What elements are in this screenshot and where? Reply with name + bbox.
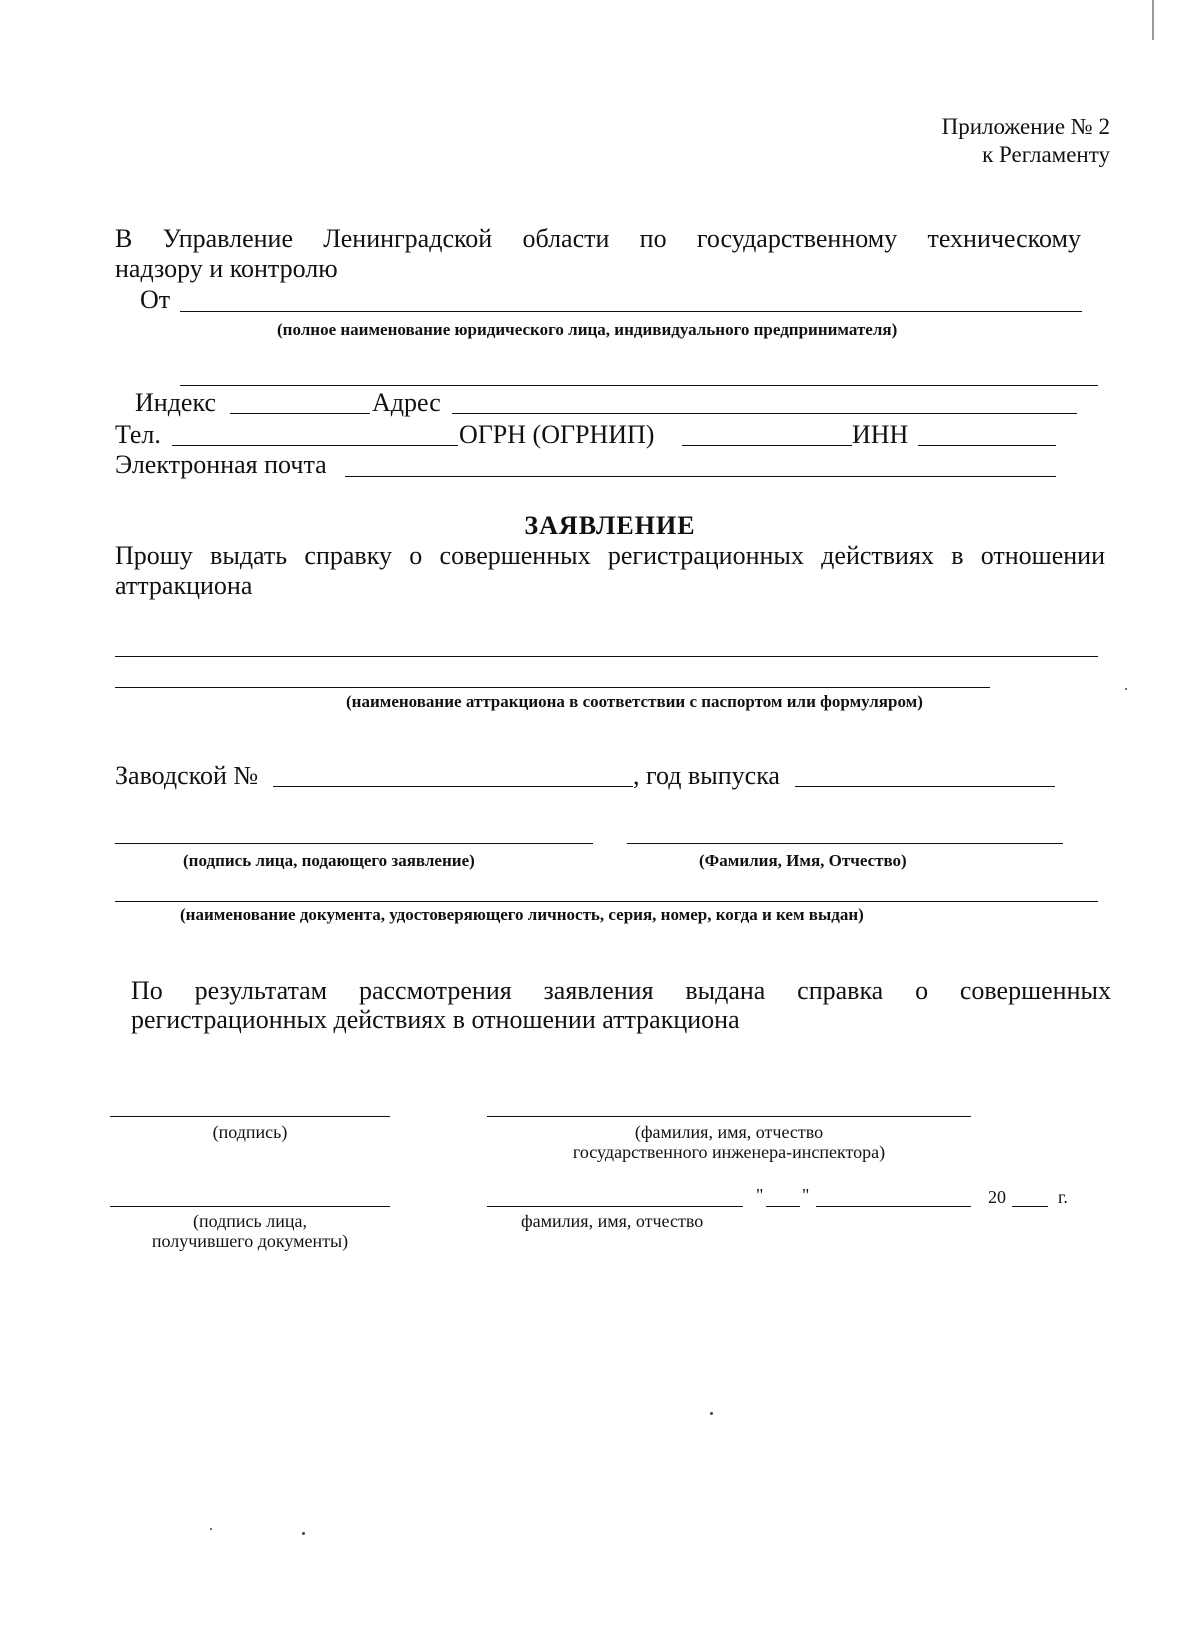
statement-word: выдать: [210, 541, 288, 570]
date-year-prefix: 20: [988, 1187, 1006, 1207]
appendix-number: Приложение № 2: [941, 114, 1110, 139]
result-line2: регистрационных действиях в отношении аттракциона: [131, 1005, 740, 1034]
statement-title: ЗАЯВЛЕНИЕ: [524, 511, 696, 540]
receiver-name-caption: фамилия, имя, отчество: [521, 1211, 704, 1231]
applicant-name-field[interactable]: [627, 843, 1063, 844]
serial-label: Заводской №: [115, 761, 259, 790]
addressee-word: государственному: [696, 224, 898, 253]
serial-field[interactable]: [273, 786, 633, 787]
address-label: Адрес: [372, 388, 441, 417]
statement-word: регистрационных: [607, 541, 804, 570]
applicant-name-caption: (Фамилия, Имя, Отчество): [699, 851, 907, 870]
result-word: о: [915, 976, 929, 1005]
ride-name-field[interactable]: [115, 656, 1098, 657]
scan-speck: [710, 1412, 713, 1415]
ogrn-label: ОГРН (ОГРНИП): [459, 420, 655, 449]
result-word: выдана: [685, 976, 766, 1005]
ride-name-caption: (наименование аттракциона в соответствии с паспортом или формуляром): [346, 692, 923, 711]
email-field[interactable]: [345, 476, 1056, 477]
result-word: заявления: [543, 976, 654, 1005]
statement-word: в: [951, 541, 964, 570]
email-label: Электронная почта: [115, 450, 327, 479]
statement-word: действиях: [821, 541, 934, 570]
result-word: справка: [797, 976, 884, 1005]
date-quote-close: ": [802, 1185, 810, 1205]
inspector-signature-caption: (подпись): [212, 1122, 288, 1142]
date-year-field[interactable]: [1012, 1206, 1048, 1207]
from-label: От: [140, 285, 171, 314]
scan-speck: [1152, 0, 1154, 40]
addressee-line2: надзору и контролю: [115, 254, 338, 283]
receiver-signature-caption-2: получившего документы): [151, 1231, 349, 1251]
statement-line2: аттракциона: [115, 571, 253, 600]
addressee-word: техническому: [927, 224, 1081, 253]
inspector-name-field[interactable]: [487, 1116, 971, 1117]
applicant-signature-caption: (подпись лица, подающего заявление): [183, 851, 475, 870]
addressee-line1: [115, 224, 1081, 254]
result-word: По: [131, 976, 163, 1005]
date-month-field[interactable]: [816, 1206, 971, 1207]
receiver-signature-caption-1: (подпись лица,: [193, 1211, 307, 1231]
statement-word: о: [409, 541, 423, 570]
addressee-word: В: [115, 224, 133, 253]
statement-line1: [115, 541, 1105, 571]
address-field[interactable]: [452, 413, 1077, 414]
from-field[interactable]: [180, 311, 1082, 312]
inspector-name-caption-1: (фамилия, имя, отчество: [634, 1122, 824, 1142]
statement-word: отношении: [980, 541, 1105, 570]
from-field-extra[interactable]: [180, 385, 1098, 386]
receiver-signature-field[interactable]: [110, 1206, 390, 1207]
result-line1: [131, 976, 1111, 1006]
result-word: результатам: [194, 976, 328, 1005]
id-document-field[interactable]: [115, 901, 1098, 902]
scan-speck: [1125, 688, 1127, 690]
addressee-word: Управление: [162, 224, 294, 253]
index-field[interactable]: [230, 413, 370, 414]
scan-speck: [302, 1532, 305, 1535]
addressee-word: области: [522, 224, 610, 253]
scan-speck: [210, 1528, 212, 1530]
phone-field[interactable]: [172, 445, 458, 446]
statement-word: совершенных: [439, 541, 591, 570]
from-caption: (полное наименование юридического лица, индивидуального предпринимателя): [277, 320, 898, 339]
date-quote-open: ": [756, 1185, 764, 1205]
id-document-caption: (наименование документа, удостоверяющего личность, серия, номер, когда и кем выдан): [180, 905, 864, 924]
result-word: рассмотрения: [358, 976, 512, 1005]
phone-label: Тел.: [115, 420, 161, 449]
inspector-name-caption-2: государственного инженера-инспектора): [572, 1142, 886, 1162]
index-label: Индекс: [135, 388, 216, 417]
date-day-field[interactable]: [766, 1206, 800, 1207]
ride-name-field-2[interactable]: [115, 687, 990, 688]
inspector-signature-field[interactable]: [110, 1116, 390, 1117]
appendix-reference: к Регламенту: [982, 142, 1110, 167]
year-label: , год выпуска: [633, 761, 780, 790]
inn-field[interactable]: [918, 445, 1056, 446]
addressee-word: Ленинградской: [323, 224, 493, 253]
receiver-name-field[interactable]: [487, 1206, 743, 1207]
applicant-signature-field[interactable]: [115, 843, 593, 844]
inn-label: ИНН: [852, 420, 909, 449]
result-word: совершенных: [959, 976, 1111, 1005]
statement-word: справку: [304, 541, 392, 570]
addressee-word: по: [639, 224, 667, 253]
date-year-suffix: г.: [1058, 1187, 1068, 1207]
ogrn-field[interactable]: [682, 445, 852, 446]
year-field[interactable]: [795, 786, 1055, 787]
statement-word: Прошу: [115, 541, 193, 570]
